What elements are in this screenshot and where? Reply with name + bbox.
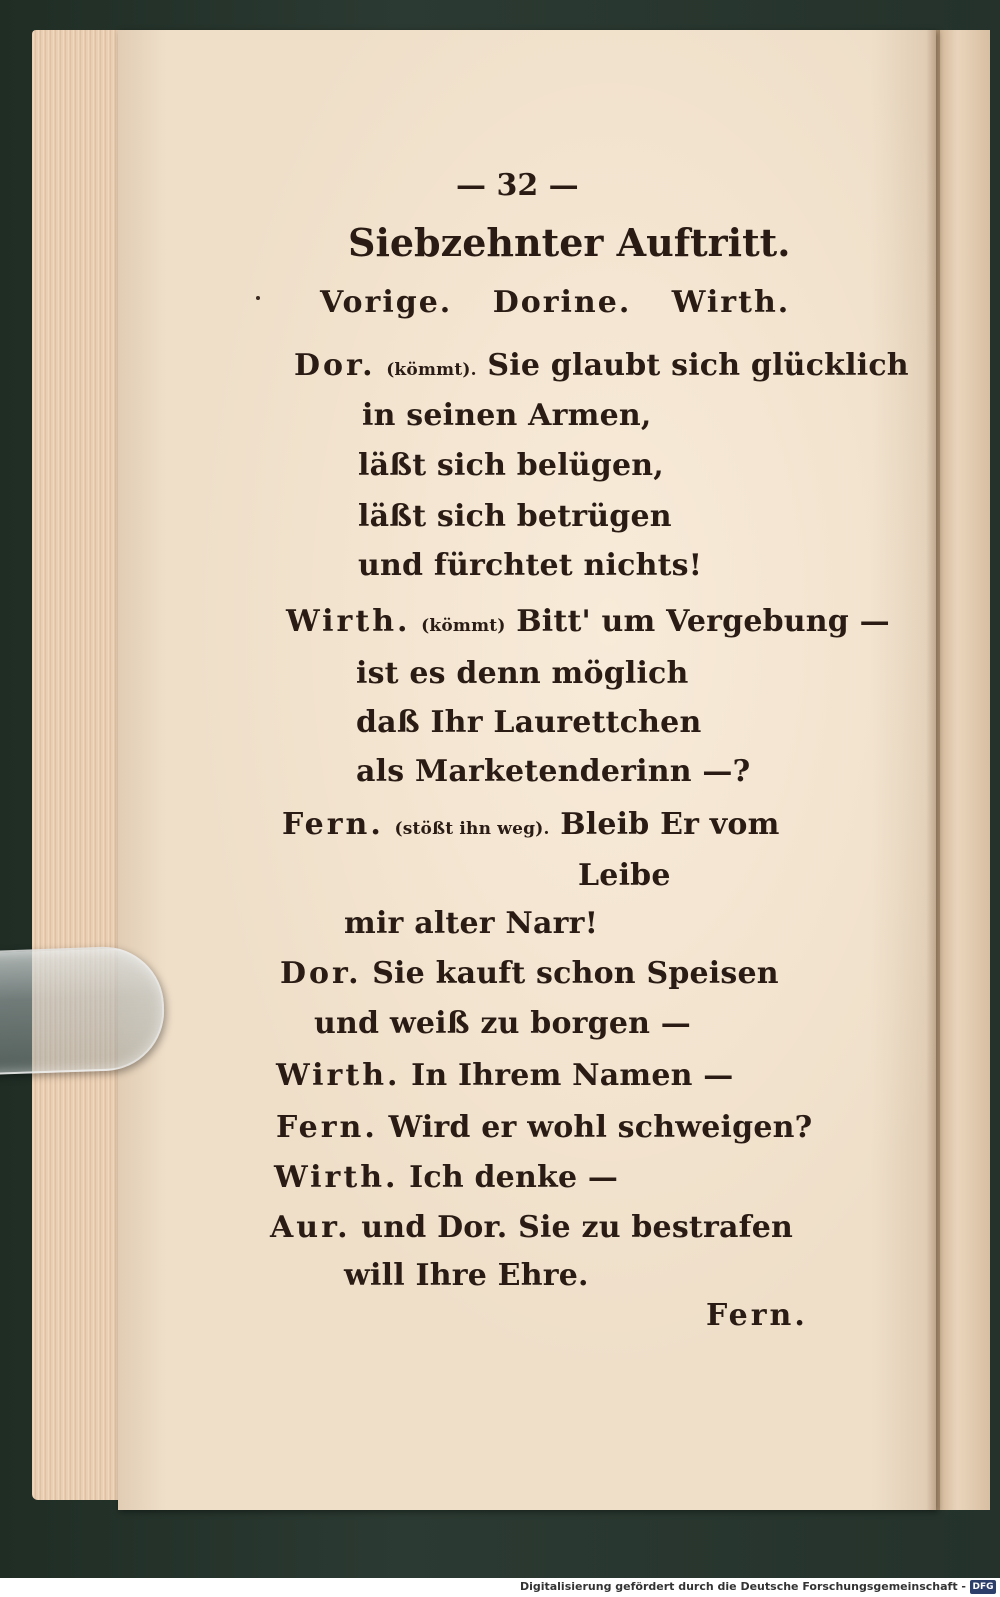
line-text: als Marketenderinn —? (356, 754, 751, 789)
dialogue-line (344, 1258, 589, 1293)
line-text: läßt sich betrügen (358, 499, 672, 534)
dialogue-line (294, 348, 909, 383)
speaker-name: Fern. (276, 1110, 378, 1145)
cast-item: Wirth. (671, 285, 791, 320)
speaker-name: Wirth. (286, 604, 411, 639)
dialogue-line (314, 1006, 691, 1041)
dialogue-line (276, 1110, 812, 1145)
dialogue-line (358, 548, 702, 583)
dialogue-line (286, 604, 890, 639)
glass-page-weight (0, 945, 166, 1075)
line-text: in seinen Armen, (362, 398, 652, 433)
line-text: und weiß zu borgen — (314, 1006, 691, 1041)
line-text: Bleib Er vom (560, 807, 780, 842)
line-text: daß Ihr Laurettchen (356, 705, 702, 740)
dialogue-line (356, 656, 689, 691)
dialogue-line (356, 754, 750, 789)
speaker-name: Aur. (270, 1210, 351, 1245)
line-text: Leibe (578, 858, 671, 893)
line-text: Sie kauft schon Speisen (372, 956, 779, 991)
facing-page-edge (936, 30, 990, 1510)
scene-heading: Siebzehnter Auftritt. (348, 220, 791, 265)
dialogue-line (282, 807, 780, 842)
dialogue-line (358, 499, 672, 534)
line-text: Sie zu bestrafen (518, 1210, 794, 1245)
speaker-name: Fern. (282, 807, 384, 842)
book-page (118, 30, 936, 1510)
dialogue-line (578, 858, 671, 893)
line-text: Ich denke — (409, 1160, 619, 1195)
line-text: läßt sich belügen, (358, 448, 664, 483)
footer-credit: Digitalisierung gefördert durch die Deutsche Forschungsgemeinschaft - (519, 1580, 966, 1593)
dialogue-line (274, 1160, 618, 1195)
line-text: ist es denn möglich (356, 656, 689, 691)
stage-direction: (stößt ihn weg). (394, 819, 550, 839)
speaker-name: Wirth. (276, 1058, 401, 1093)
dialogue-line (358, 448, 664, 483)
dialogue-line (344, 906, 598, 941)
line-text: mir alter Narr! (344, 906, 599, 941)
dialogue-line (276, 1058, 734, 1093)
ink-dot (256, 296, 260, 300)
line-text: will Ihre Ehre. (344, 1258, 589, 1293)
dfg-logo: DFG (970, 1580, 996, 1594)
cast-list (320, 285, 818, 320)
speaker-name: Wirth. (274, 1160, 399, 1195)
stage-direction: (kömmt). (386, 360, 477, 380)
dialogue-line (280, 956, 779, 991)
line-text: In Ihrem Namen — (411, 1058, 734, 1093)
dialogue-line (356, 705, 701, 740)
page-number: — 32 — (456, 168, 579, 203)
page-text-block (118, 30, 936, 1510)
dialogue-line (270, 1210, 793, 1245)
dialogue-line (362, 398, 652, 433)
line-text: und Dor. (361, 1210, 508, 1245)
speaker-name: Dor. (280, 956, 362, 991)
line-text: Bitt' um Vergebung — (516, 604, 890, 639)
line-text: Wird er wohl schweigen? (388, 1110, 813, 1145)
speaker-name: Dor. (294, 348, 376, 383)
stage-direction: (kömmt) (421, 616, 506, 636)
cast-item: Vorige. (320, 285, 453, 320)
cast-item: Dorine. (492, 285, 632, 320)
catchword: Fern. (706, 1298, 808, 1333)
line-text: und fürchtet nichts! (358, 548, 703, 583)
line-text: Sie glaubt sich glücklich (487, 348, 909, 383)
book-page-edges (32, 30, 124, 1500)
spine-shadow (926, 30, 940, 1510)
